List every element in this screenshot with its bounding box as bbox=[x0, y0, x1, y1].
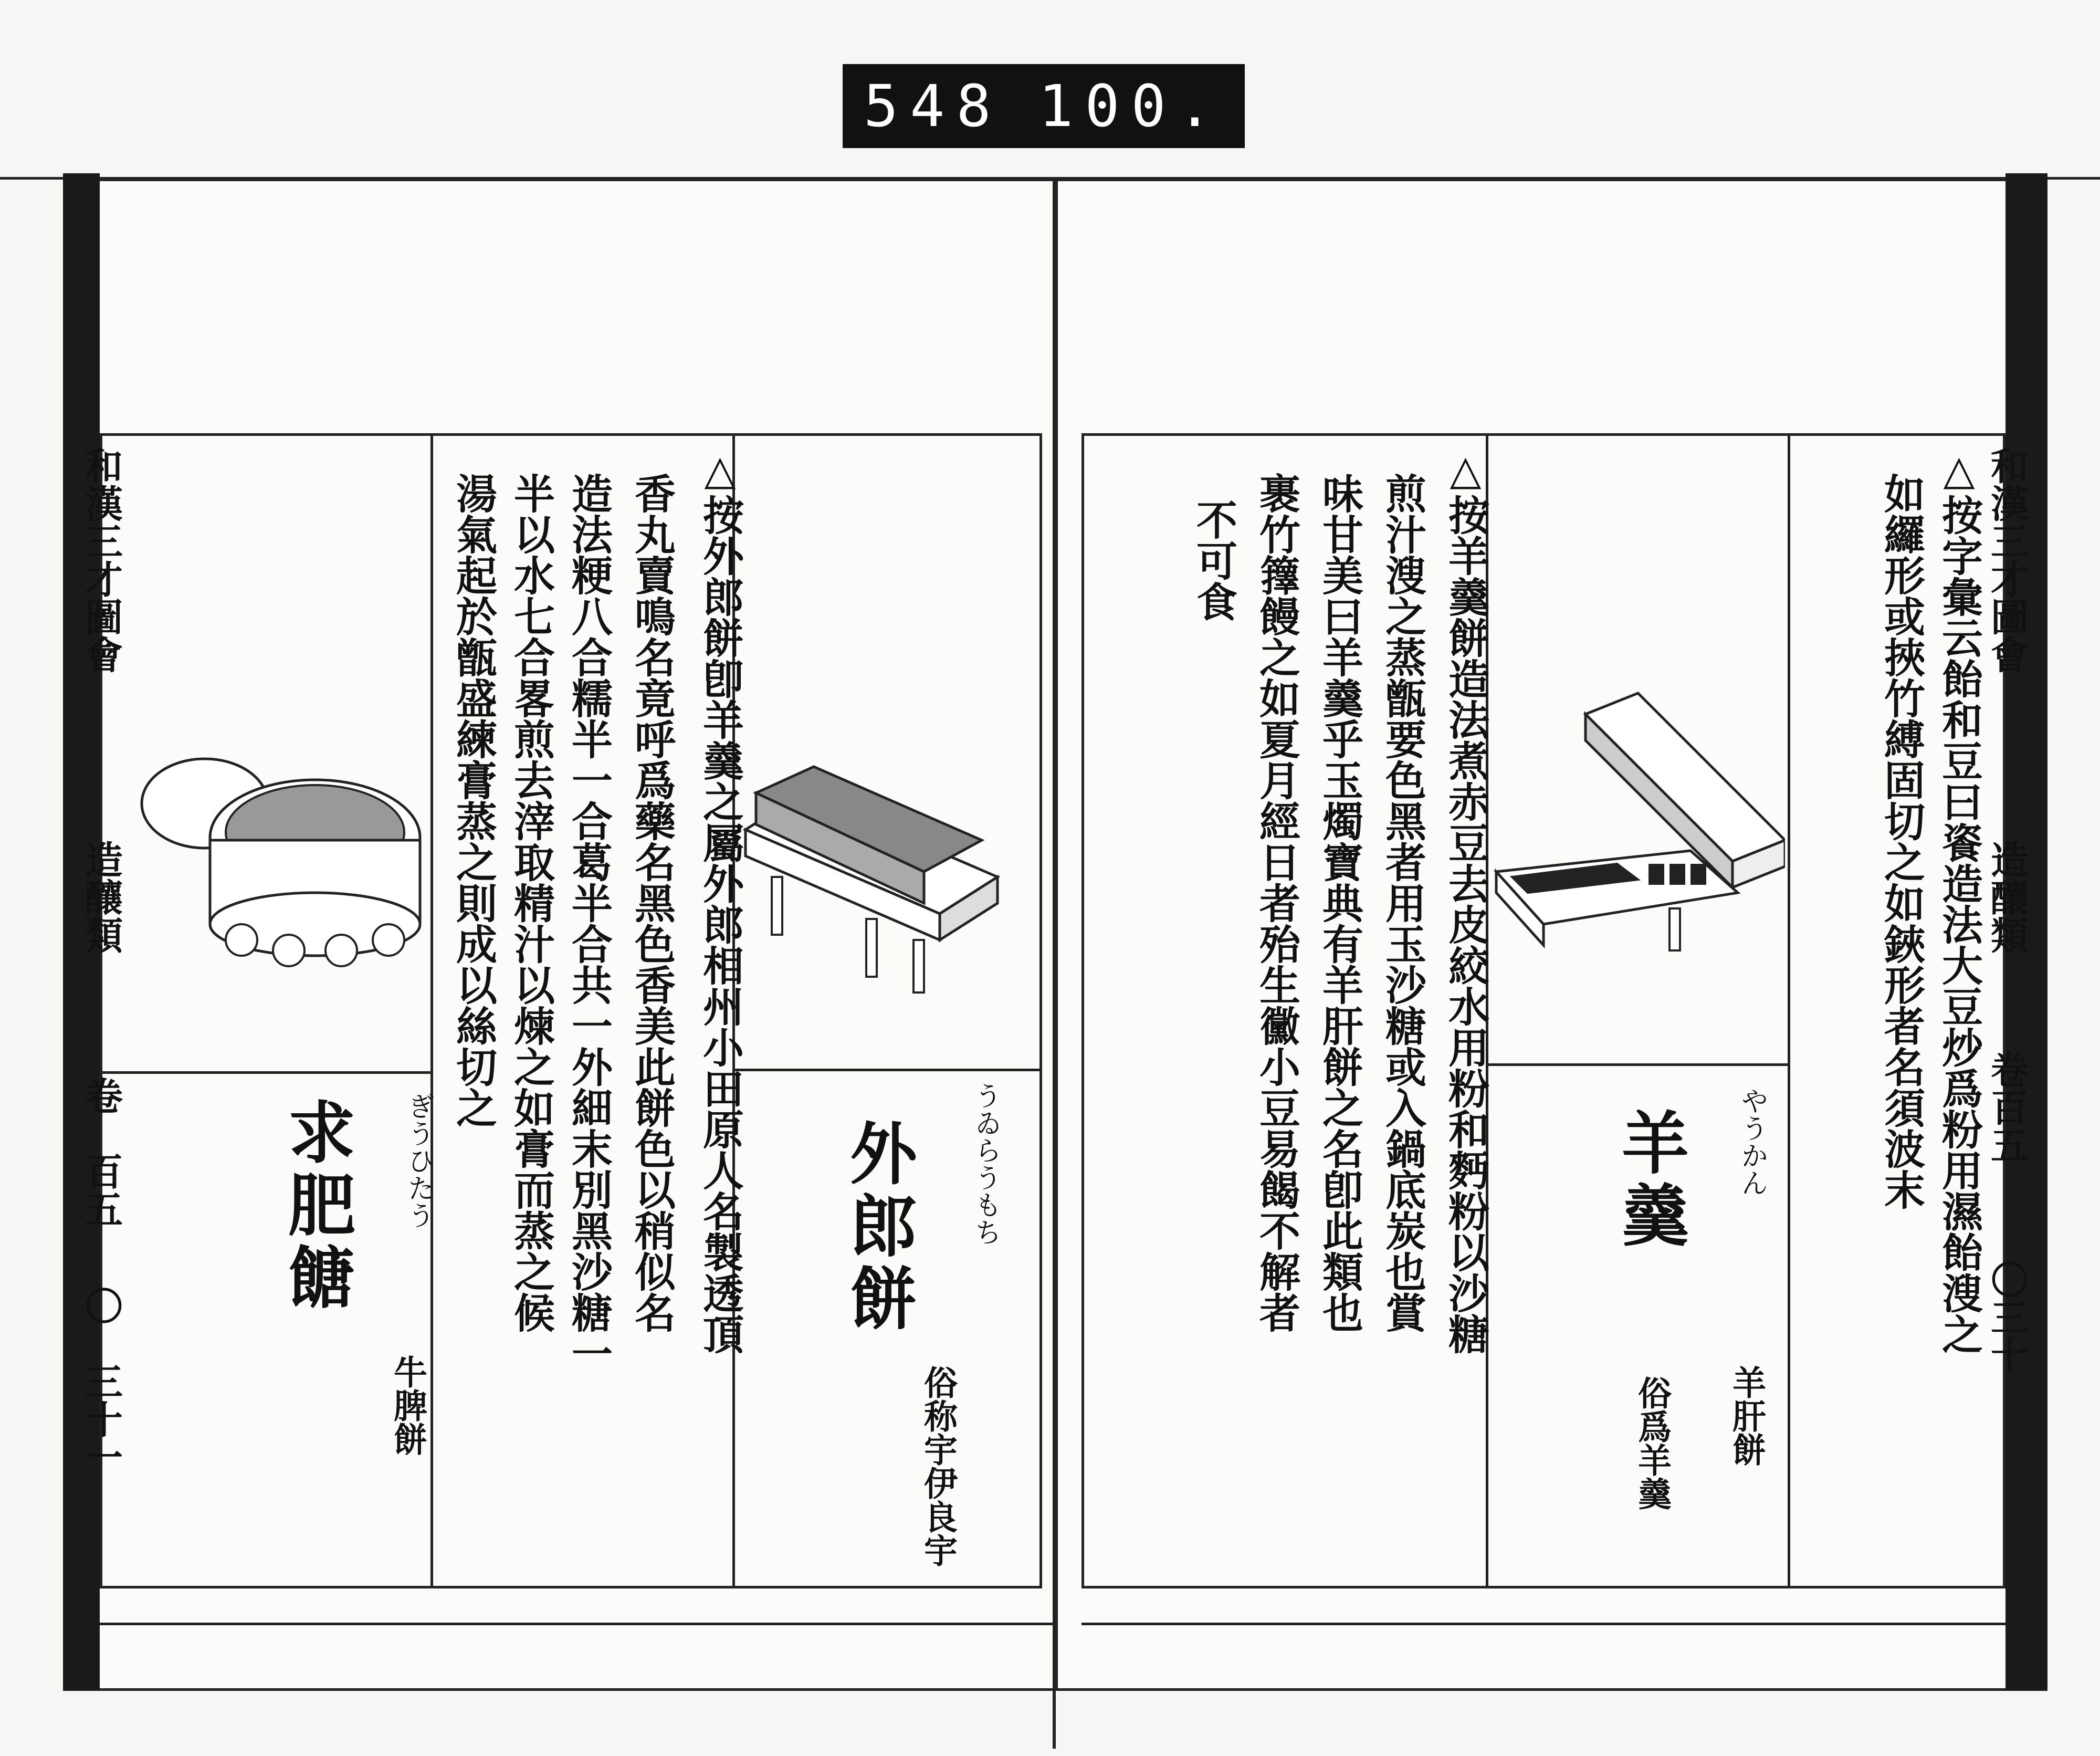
entry-alias-uirou: 俗称宇伊良宇 bbox=[918, 1365, 958, 1567]
right-bottom-edge bbox=[1082, 1623, 2006, 1625]
entry-title-uirou: 外郎餅 bbox=[838, 1119, 917, 1336]
entry-title-youkan: 羊羹 bbox=[1610, 1108, 1689, 1253]
left-text-line-2: 香丸賣鳴名竟呼爲藥名黑色香美此餅色以稍似名 bbox=[628, 473, 676, 1333]
right-col-divider-2 bbox=[1788, 433, 1790, 1588]
left-text-line-5: 湯氣起於甑盛練膏蒸之則成以絲切之 bbox=[449, 473, 497, 1128]
right-image-divider bbox=[1486, 1063, 1790, 1066]
volume-number: 548 bbox=[864, 72, 1003, 140]
entry-alias-youkan: 羊肝餅 bbox=[1727, 1365, 1766, 1466]
right-margin-folio: 〇三十 bbox=[1984, 1260, 2029, 1374]
youkan-illustration bbox=[1491, 683, 1785, 1008]
entry-reading-youkan: やうかん bbox=[1736, 1087, 1768, 1196]
left-margin-folio: 〇 三十一 bbox=[79, 1287, 123, 1476]
entry-reading-uirou: うゐらうもち bbox=[970, 1082, 1001, 1246]
right-outer-text-line-1: △按字彙云飴和豆曰餈造法大豆炒爲粉用濕飴溲之 bbox=[1935, 446, 1983, 1354]
left-text-line-3: 造法粳八合糯半一合葛半合共一外細末別黑沙糖一 bbox=[565, 473, 613, 1374]
right-outer-text-line-2: 如纙形或挾竹縛固切之如鋏形者名須波末 bbox=[1877, 473, 1925, 1210]
right-margin-title: 和漢三才圖會 bbox=[1984, 446, 2029, 673]
right-text-line-4: 裹竹籜饅之如夏月經日者殆生黴小豆易餲不解者 bbox=[1253, 473, 1300, 1333]
entry-note-youkan: 俗爲羊羹 bbox=[1632, 1376, 1672, 1510]
entry-alias-gyuhi: 牛脾餅 bbox=[388, 1355, 427, 1456]
left-image-divider-2 bbox=[732, 1069, 1042, 1071]
left-image-divider-1 bbox=[100, 1071, 433, 1074]
left-margin-title: 和漢三才圖會 bbox=[79, 446, 123, 673]
left-text-line-4: 半以水七合畧煎去滓取精汁以煉之如膏而蒸之候 bbox=[507, 473, 555, 1333]
right-text-line-2: 煎汁溲之蒸甑要色黑者用玉沙糖或入鍋底炭也賞 bbox=[1379, 473, 1426, 1333]
catalog-label bbox=[843, 64, 1245, 148]
uirou-tray-illustration bbox=[735, 761, 1018, 1034]
right-margin-section: 造釀類 bbox=[1984, 840, 2029, 954]
item-number: 100. bbox=[1038, 72, 1224, 140]
right-text-line-5: 不可食 bbox=[1190, 499, 1237, 622]
left-bottom-edge bbox=[100, 1623, 1053, 1625]
gyuhi-box-illustration bbox=[136, 725, 430, 987]
left-text-line-1: △按外郎餅卽羊羹之屬外郎相州小田原人名製透頂 bbox=[696, 446, 744, 1354]
right-text-line-3: 味甘美曰羊羹乎玉燭寶典有羊肝餅之名卽此類也 bbox=[1316, 473, 1363, 1333]
left-margin-section: 造釀類 bbox=[79, 840, 123, 954]
entry-title-gyuhi: 求肥餹 bbox=[277, 1098, 355, 1315]
right-margin-volume: 卷百五 bbox=[1984, 1050, 2029, 1164]
left-margin-volume: 卷 百五 bbox=[79, 1076, 123, 1228]
entry-reading-gyuhi: ぎうひたう bbox=[403, 1092, 434, 1229]
right-text-line-1: △按羊羹餅造法煮赤豆去皮絞水用粉和麪粉以沙糖 bbox=[1442, 446, 1489, 1354]
